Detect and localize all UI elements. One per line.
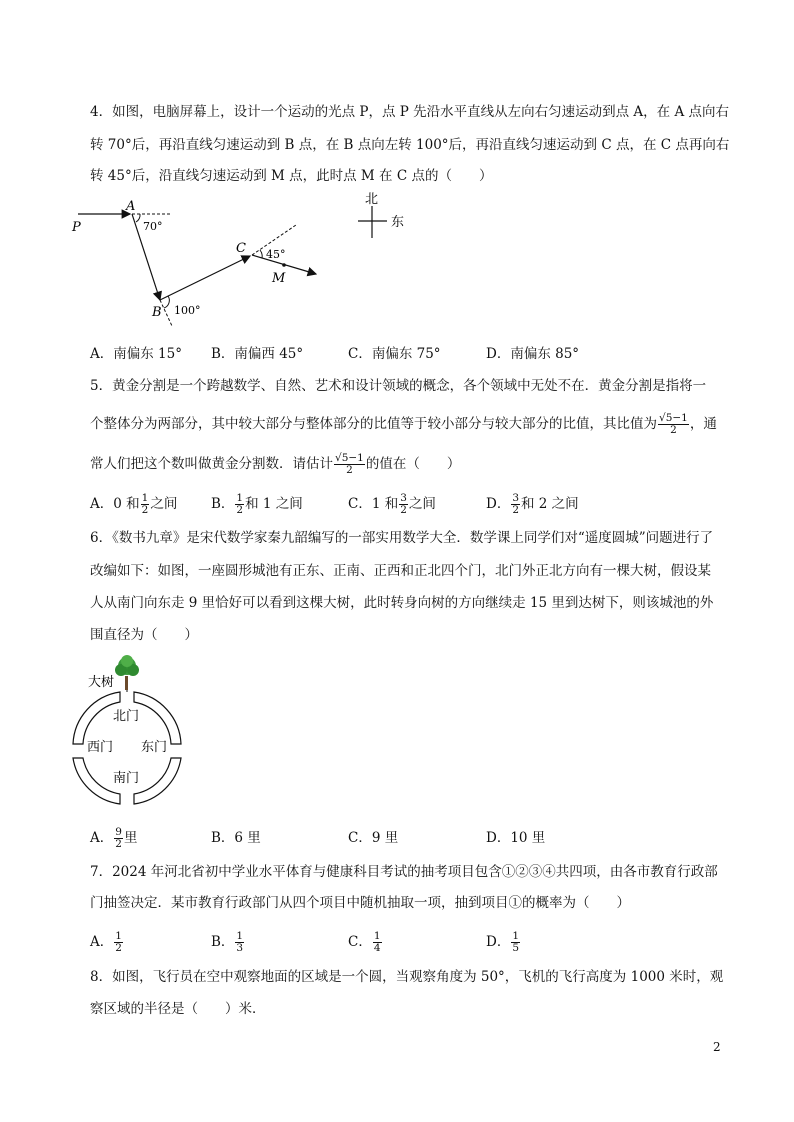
opt-label: A． [90,934,114,950]
q4-line-2: 转 70°后，再沿直线匀速运动到 B 点，在 B 点向左转 100°后，再沿直线匀速运动到 C 点，在 C 点再向右 [90,137,730,153]
frac-numerator: 1 [512,930,520,942]
q4-path-figure [60,188,340,328]
golden-ratio-fraction [658,413,689,436]
dashed-b [160,300,172,326]
wall-se [134,758,181,804]
frac-numerator: 1 [115,930,122,942]
opt-text: 之间 [150,496,178,512]
frac-denominator: 2 [400,504,407,516]
frac-nine-halves [114,827,123,850]
frac-denominator: 2 [236,504,244,516]
label-north-gate: 北门 [113,709,140,724]
q4-option-c[interactable]: C．南偏东 75° [348,346,441,362]
page-number: 2 [713,1040,721,1054]
q6-line-1: 6．《数书九章》是宋代数学家秦九韶编写的一部实用数学大全．数学课上同学们对“遥度圆城”问题进行了 [90,530,714,546]
frac-option [511,931,520,954]
opt-label: D． [486,496,511,512]
opt-unit: 里 [123,830,138,846]
opt-label: B． [211,934,235,950]
frac-numerator: √5−1 [659,412,688,424]
frac-three-halves [511,493,520,516]
label-tree: 大树 [88,675,115,690]
q5-option-c[interactable] [348,492,436,516]
q7-line-1: 7．2024 年河北省初中学业水平体育与健康科目考试的抽考项目包含①②③④共四项，由各市教育行政部 [90,864,718,880]
q6-option-b[interactable]: B．6 里 [211,830,261,846]
opt-label: A． [90,830,114,846]
frac-numerator: √5−1 [335,452,364,464]
q5-option-a[interactable] [90,492,177,516]
q4-option-b[interactable]: B．南偏西 45° [211,346,304,362]
label-m: M [272,271,286,286]
compass-figure [355,188,415,244]
q7-line-2: 门抽签决定．某市教育行政部门从四个项目中随机抽取一项，抽到项目①的概率为（ ） [90,895,630,911]
opt-label: B． [211,496,235,512]
q5-line-2-text: 个整体分为两部分，其中较大部分与整体部分的比值等于较小部分与较大部分的比值，其比值为 [90,416,657,432]
golden-ratio-fraction-2 [334,453,365,476]
frac-numerator: 1 [141,492,149,504]
frac-denominator: 2 [141,504,149,516]
q6-line-3: 人从南门向东走 9 里恰好可以看到这棵大树，此时转身向树的方向继续走 15 里到达树下，则该城池的外 [90,595,714,611]
frac-denominator: 2 [346,464,353,476]
opt-text: A．0 和 [90,496,140,512]
q5-option-b[interactable] [211,492,303,516]
q8-line-2: 察区域的半径是（ ）米． [90,1001,266,1017]
frac-numerator: 1 [236,492,244,504]
wall-ne [134,692,181,744]
q5-line-3-end: 的值在（ ） [365,456,461,472]
q8-line-1: 8．如图，飞行员在空中观察地面的区域是一个圆，当观察角度为 50°，飞机的飞行高度为 1000 米时，观 [90,969,724,985]
opt-text: 之间 [408,496,436,512]
q7-options [90,930,730,954]
q6-line-4: 围直径为（ ） [90,627,198,643]
frac-denominator: 3 [236,942,244,954]
label-angle-c: 45° [266,248,286,261]
frac-half [141,493,150,516]
q6-option-d[interactable]: D．10 里 [486,830,546,846]
q4-line-1: 4．如图，电脑屏幕上，设计一个运动的光点 P，点 P 先沿水平直线从左向右匀速运动到点 A，在 A 点向右 [90,104,730,120]
segment-bc [160,256,250,300]
frac-numerator: 1 [236,930,244,942]
frac-denominator: 2 [115,942,122,954]
q6-option-c[interactable]: C．9 里 [348,830,399,846]
arc-a [136,214,140,222]
frac-option [373,931,382,954]
frac-numerator: 3 [400,492,407,504]
label-c: C [236,241,246,256]
frac-numerator: 9 [115,826,122,838]
label-east-gate: 东门 [141,740,168,755]
label-a: A [126,199,136,214]
q5-options [90,492,730,516]
frac-denominator: 4 [373,942,381,954]
frac-denominator: 2 [115,838,122,850]
q7-option-d[interactable] [486,930,521,954]
label-west-gate: 西门 [87,740,114,755]
frac-three-halves [399,493,408,516]
q4-option-a[interactable]: A．南偏东 15° [90,346,182,362]
label-b: B [152,305,162,320]
q5-option-d[interactable] [486,492,579,516]
q5-line-3 [90,453,460,476]
opt-text: 和 1 之间 [245,496,303,512]
q5-line-2-end: ，通 [689,416,717,432]
opt-text: C．1 和 [348,496,399,512]
compass-east: 东 [391,215,405,230]
opt-label: C． [348,934,372,950]
frac-numerator: 1 [373,930,381,942]
label-angle-a: 70° [143,220,163,233]
compass-north: 北 [365,192,379,207]
frac-option [114,931,123,954]
q7-option-b[interactable] [211,930,245,954]
q5-line-3-text: 常人们把这个数叫做黄金分割数．请估计 [90,456,333,472]
frac-denominator: 5 [512,942,520,954]
q7-option-c[interactable] [348,930,383,954]
q4-option-d[interactable]: D．南偏东 85° [486,346,580,362]
frac-denominator: 2 [512,504,520,516]
frac-half [235,493,244,516]
label-p: P [72,220,81,235]
city-figure [62,652,192,807]
opt-label: D． [486,934,511,950]
q6-option-a[interactable] [90,826,137,850]
q6-line-2: 改编如下：如图，一座圆形城池有正东、正南、正西和正北四个门，北门外正北方向有一棵大树，假设某 [90,563,711,579]
frac-option [235,931,244,954]
q7-option-a[interactable] [90,930,124,954]
label-south-gate: 南门 [113,771,140,786]
opt-text: 和 2 之间 [521,496,579,512]
q5-line-2 [90,413,717,436]
q6-options [90,826,730,850]
q5-line-1: 5．黄金分割是一个跨越数学、自然、艺术和设计领域的概念，各个领域中无处不在．黄金分割是指将一 [90,378,707,394]
point-m [282,263,286,267]
q4-line-3: 转 45°后，沿直线匀速运动到 M 点，此时点 M 在 C 点的（ ） [90,168,493,184]
tree-trunk [125,676,128,690]
arc-c [260,250,262,258]
frac-numerator: 3 [512,492,520,504]
q4-options [90,342,730,362]
label-angle-b: 100° [174,304,201,317]
frac-denominator: 2 [670,424,677,436]
